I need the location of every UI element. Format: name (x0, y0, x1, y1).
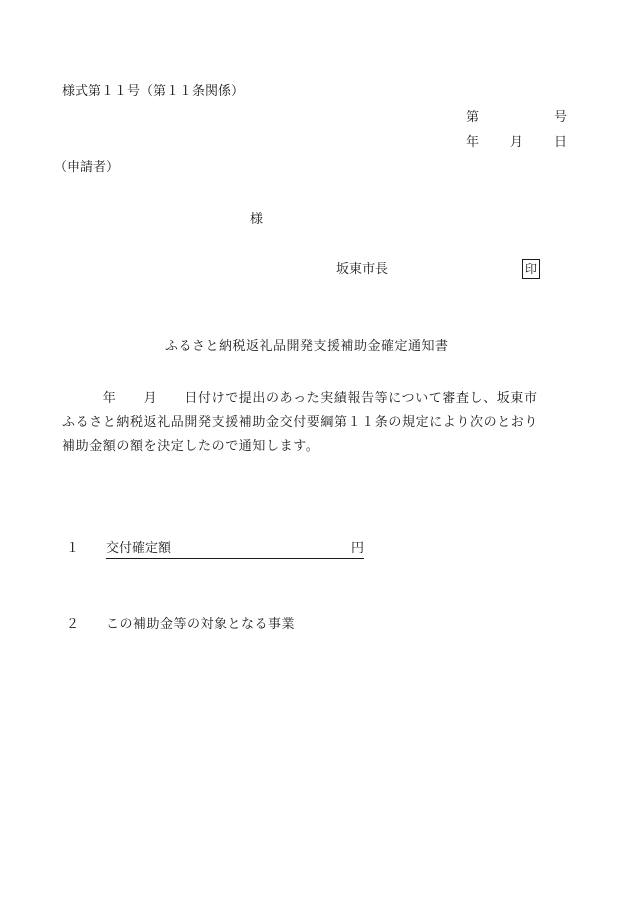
notice-body-line: ふるさと納税返礼品開発支援補助金交付要綱第１１条の規定により次のとおり (62, 415, 539, 430)
date-day-label: 日 (554, 135, 568, 150)
notice-body-line: 年 月 日付けで提出のあった実績報告等について審査し、坂東市 (62, 391, 538, 406)
date-month-label: 月 (510, 135, 524, 150)
form-number: 様式第１１号（第１１条関係） (62, 84, 245, 99)
notice-body (62, 387, 572, 459)
seal-stamp: 印 (522, 259, 540, 279)
document-title: ふるさと納税返礼品開発支援補助金確定通知書 (165, 339, 449, 354)
target-project-label: この補助金等の対象となる事業 (106, 617, 296, 632)
honorific-sama: 様 (250, 212, 264, 227)
issuer-mayor: 坂東市長 (336, 262, 389, 277)
item-number: １ (66, 541, 80, 556)
document-number-prefix: 第 (466, 110, 480, 125)
date-year-label: 年 (466, 135, 480, 150)
applicant-label: （申請者） (54, 160, 120, 175)
item-number: ２ (66, 617, 80, 632)
grant-amount-label: 交付確定額 (106, 541, 172, 556)
grant-amount-field (106, 541, 364, 559)
document-number-suffix: 号 (554, 110, 568, 125)
yen-unit: 円 (350, 541, 364, 556)
notice-body-line: 補助金額の額を決定したので通知します。 (62, 439, 320, 454)
